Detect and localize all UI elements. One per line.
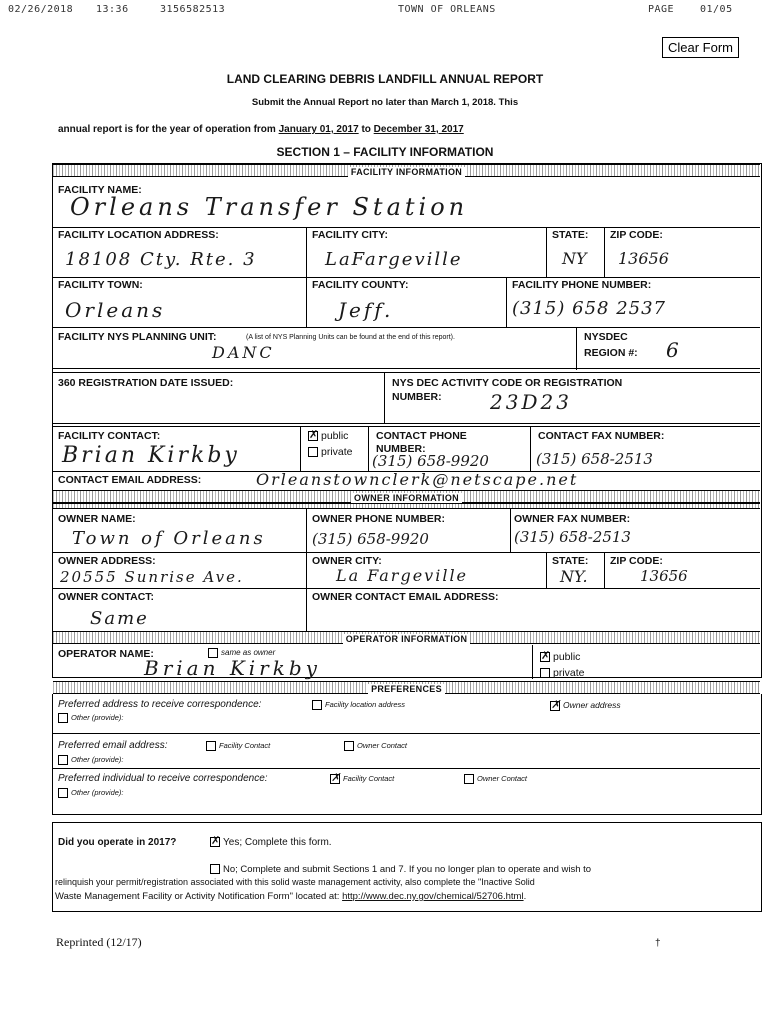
region-label-2: REGION #: <box>584 347 638 359</box>
report-subtitle: Submit the Annual Report no later than March 1, 2018. This <box>251 97 519 108</box>
facility-name-value[interactable]: Orleans Transfer Station <box>70 193 469 221</box>
period-text: annual report is for the year of operation from <box>58 124 276 135</box>
facility-county-value[interactable]: Jeff. <box>338 298 394 322</box>
region-value[interactable]: 6 <box>666 338 679 362</box>
divider <box>530 426 531 471</box>
planning-unit-label: FACILITY NYS PLANNING UNIT: <box>58 331 217 343</box>
divider <box>53 768 760 769</box>
owner-fax-label: OWNER FAX NUMBER: <box>514 513 631 525</box>
operate-question: Did you operate in 2017? <box>58 837 177 848</box>
operate-no-text-3 <box>55 891 526 902</box>
checkbox-checked-icon[interactable] <box>550 701 560 711</box>
report-title: LAND CLEARING DEBRIS LANDFILL ANNUAL REPORT <box>226 72 544 86</box>
owner-zip-value[interactable]: 13656 <box>640 567 688 585</box>
operate-yes-option[interactable] <box>210 837 332 848</box>
activity-code-label-2: NUMBER: <box>392 391 442 403</box>
divider <box>546 228 547 277</box>
divider <box>53 733 760 734</box>
pref-individual-facility-label: Facility Contact <box>343 774 395 783</box>
pref-email-label: Preferred email address: <box>58 740 168 751</box>
owner-contact-label: OWNER CONTACT: <box>58 591 155 603</box>
inactive-form-link[interactable]: http://www.dec.ny.gov/chemical/52706.html <box>342 891 524 902</box>
divider <box>506 278 507 327</box>
owner-band <box>53 490 760 503</box>
facility-contact-value[interactable]: Brian Kirkby <box>62 443 240 468</box>
public-label: public <box>553 651 581 663</box>
pref-individual-facility-option[interactable] <box>330 774 394 784</box>
divider <box>306 228 307 277</box>
divider <box>306 278 307 327</box>
divider <box>546 553 547 588</box>
divider <box>53 423 760 427</box>
facility-address-value[interactable]: 18108 Cty. Rte. 3 <box>65 249 257 270</box>
divider <box>576 328 577 370</box>
checkbox-checked-icon[interactable] <box>540 652 550 662</box>
pref-email-other-label: Other (provide): <box>71 755 124 764</box>
checkbox-icon[interactable] <box>464 774 474 784</box>
checkbox-icon[interactable] <box>58 713 68 723</box>
operator-public-option[interactable] <box>540 651 580 663</box>
operate-no-text-3-post: . <box>523 891 527 902</box>
checkbox-checked-icon[interactable] <box>210 837 220 847</box>
owner-band-hatch <box>53 503 760 509</box>
facility-zip-value[interactable]: 13656 <box>618 249 669 268</box>
divider <box>306 589 307 631</box>
divider <box>604 553 605 588</box>
facility-state-label: STATE: <box>552 229 589 241</box>
private-label: private <box>321 446 353 458</box>
divider <box>384 372 385 423</box>
divider <box>53 588 760 589</box>
owner-city-value[interactable]: La Fargeville <box>336 566 469 585</box>
fax-page: 01/05 <box>700 4 733 15</box>
owner-phone-value[interactable]: (315) 658-9920 <box>312 530 429 548</box>
facility-address-label: FACILITY LOCATION ADDRESS: <box>58 229 219 241</box>
facility-band-label: FACILITY INFORMATION <box>348 167 465 177</box>
contact-email-label: CONTACT EMAIL ADDRESS: <box>58 474 202 486</box>
planning-unit-value[interactable]: DANC <box>212 343 275 362</box>
facility-phone-value[interactable]: (315) 658 2537 <box>512 298 667 319</box>
facility-state-value[interactable]: NY <box>562 249 587 268</box>
contact-phone-value[interactable]: (315) 658-9920 <box>372 452 489 470</box>
period-to: December 31, 2017 <box>373 124 464 135</box>
period-to-word: to <box>361 124 371 135</box>
activity-code-label-1: NYS DEC ACTIVITY CODE OR REGISTRATION <box>392 377 623 389</box>
facility-zip-label: ZIP CODE: <box>610 229 663 241</box>
divider <box>53 327 760 328</box>
facility-name-label: FACILITY NAME: <box>58 184 142 196</box>
operate-no-text-2: relinquish your permit/registration associated with this solid waste management activity, also complete the "Inactive Solid <box>55 877 535 887</box>
operate-no-label: No; Complete and submit Sections 1 and 7. If you no longer plan to operate and wish to <box>223 864 592 875</box>
preferences-band-label: PREFERENCES <box>368 684 445 694</box>
facility-city-label: FACILITY CITY: <box>312 229 389 241</box>
fax-number: 3156582513 <box>160 4 226 15</box>
divider <box>53 368 760 373</box>
footer-mark: † <box>655 938 661 949</box>
operator-name-value[interactable]: Brian Kirkby <box>144 656 321 680</box>
same-as-owner-label: same as owner <box>221 648 276 658</box>
pref-individual-owner-label: Owner Contact <box>477 774 528 783</box>
facility-town-value[interactable]: Orleans <box>65 298 166 322</box>
reprinted-note: Reprinted (12/17) <box>56 935 142 949</box>
divider <box>53 552 760 553</box>
planning-unit-note: (A list of NYS Planning Units can be found at the end of this report). <box>246 334 455 341</box>
pref-individual-label: Preferred individual to receive correspondence: <box>58 773 268 784</box>
checkbox-icon[interactable] <box>312 700 322 710</box>
checkbox-icon[interactable] <box>540 668 550 678</box>
owner-phone-label: OWNER PHONE NUMBER: <box>312 513 445 525</box>
pref-individual-other-label: Other (provide): <box>71 788 124 797</box>
contact-fax-value[interactable]: (315) 658-2513 <box>536 450 653 468</box>
checkbox-icon[interactable] <box>344 741 354 751</box>
checkbox-icon[interactable] <box>210 864 220 874</box>
owner-band-label: OWNER INFORMATION <box>351 493 462 503</box>
pref-address-owner-option[interactable] <box>550 700 621 711</box>
operator-name-label: OPERATOR NAME: <box>58 648 154 660</box>
owner-contact-value[interactable]: Same <box>90 608 149 629</box>
pref-email-owner-option[interactable] <box>344 741 407 751</box>
owner-fax-value[interactable]: (315) 658-2513 <box>514 528 631 546</box>
divider <box>306 508 307 552</box>
contact-phone-label-2: NUMBER: <box>376 443 426 455</box>
owner-state-value[interactable]: NY. <box>560 567 588 586</box>
pref-address-other-option[interactable] <box>58 713 124 723</box>
operator-band-label: OPERATOR INFORMATION <box>343 634 471 644</box>
preferences-band <box>53 681 760 694</box>
contact-email-value[interactable]: Orleanstownclerk@netscape.net <box>256 470 579 489</box>
owner-name-label: OWNER NAME: <box>58 513 136 525</box>
divider <box>53 277 760 278</box>
pref-individual-owner-option[interactable] <box>464 774 527 784</box>
fax-sender: TOWN OF ORLEANS <box>398 4 496 15</box>
pref-address-facility-label: Facility location address <box>325 700 406 709</box>
pref-individual-other-option[interactable] <box>58 788 124 798</box>
divider <box>306 553 307 588</box>
report-period <box>58 124 464 135</box>
checkbox-icon[interactable] <box>308 447 318 457</box>
operator-private-option[interactable] <box>540 667 585 679</box>
pref-email-other-option[interactable] <box>58 755 124 765</box>
owner-address-label: OWNER ADDRESS: <box>58 555 156 567</box>
fax-time: 13:36 <box>96 4 129 15</box>
pref-address-facility-option[interactable] <box>312 700 405 710</box>
operate-no-option[interactable] <box>210 864 591 875</box>
checkbox-icon[interactable] <box>58 755 68 765</box>
divider <box>53 227 760 228</box>
operate-yes-label: Yes; Complete this form. <box>223 837 332 848</box>
divider <box>532 645 533 679</box>
checkbox-checked-icon[interactable] <box>330 774 340 784</box>
pref-address-owner-label: Owner address <box>563 700 621 710</box>
contact-private-option[interactable] <box>308 446 353 458</box>
contact-fax-label: CONTACT FAX NUMBER: <box>538 430 665 442</box>
owner-zip-label: ZIP CODE: <box>610 555 663 567</box>
facility-band <box>53 164 760 177</box>
pref-email-facility-option[interactable] <box>206 741 270 751</box>
operator-band <box>53 631 760 644</box>
activity-code-value[interactable]: 23D23 <box>490 390 572 414</box>
divider <box>604 228 605 277</box>
owner-city-label: OWNER CITY: <box>312 555 382 567</box>
checkbox-checked-icon[interactable] <box>308 431 318 441</box>
pref-address-other-label: Other (provide): <box>71 713 124 722</box>
pref-email-facility-label: Facility Contact <box>219 741 271 750</box>
checkbox-icon[interactable] <box>58 788 68 798</box>
owner-state-label: STATE: <box>552 555 589 567</box>
private-label: private <box>553 667 585 679</box>
divider <box>368 426 369 471</box>
region-label-1: NYSDEC <box>584 331 628 343</box>
preferences-box <box>52 694 762 815</box>
contact-public-option[interactable] <box>308 430 348 442</box>
facility-contact-label: FACILITY CONTACT: <box>58 430 161 442</box>
fax-date: 02/26/2018 <box>8 4 74 15</box>
facility-town-label: FACILITY TOWN: <box>58 279 143 291</box>
pref-address-label: Preferred address to receive correspondence: <box>58 699 262 710</box>
facility-city-value[interactable]: LaFargeville <box>325 249 463 270</box>
pref-email-owner-label: Owner Contact <box>357 741 408 750</box>
period-from: January 01, 2017 <box>278 124 359 135</box>
operate-no-text-3-pre: Waste Management Facility or Activity Notification Form" located at: <box>55 891 340 902</box>
reg360-label: 360 REGISTRATION DATE ISSUED: <box>58 377 234 389</box>
divider <box>510 508 511 552</box>
owner-name-value[interactable]: Town of Orleans <box>72 528 266 549</box>
facility-county-label: FACILITY COUNTY: <box>312 279 409 291</box>
clear-form-button[interactable]: Clear Form <box>662 37 739 58</box>
section-title: SECTION 1 – FACILITY INFORMATION <box>276 145 494 159</box>
divider <box>300 426 301 471</box>
public-label: public <box>321 430 349 442</box>
facility-phone-label: FACILITY PHONE NUMBER: <box>512 279 652 291</box>
contact-phone-label-1: CONTACT PHONE <box>376 430 467 442</box>
fax-page-label: PAGE <box>648 4 675 15</box>
owner-email-label: OWNER CONTACT EMAIL ADDRESS: <box>312 591 499 603</box>
checkbox-icon[interactable] <box>206 741 216 751</box>
owner-address-value[interactable]: 20555 Sunrise Ave. <box>60 568 244 586</box>
